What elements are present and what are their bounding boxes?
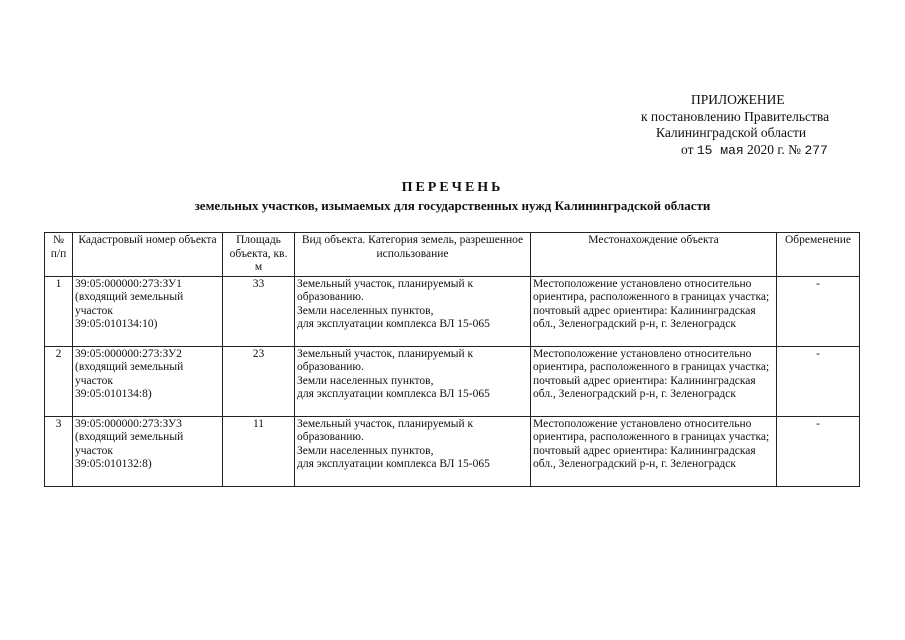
cell-cadastral [73, 346, 223, 416]
table-header-row [45, 233, 860, 277]
appendix-resolution-line: к постановлению Правительства [641, 108, 830, 124]
cadastral-note: (входящий земельный участок [75, 431, 184, 457]
header-cadastral: Кадастровый номер объекта [73, 233, 223, 277]
date-year: 2020 г. № [747, 141, 802, 157]
cadastral-number: 39:05:000000:273:ЗУ2 [75, 347, 182, 360]
table-row [45, 346, 860, 416]
cadastral-parent: 39:05:010132:8) [75, 458, 152, 470]
resolution-number: 277 [804, 142, 828, 158]
cell-encumbrance: - [777, 346, 860, 416]
date-prefix: от [681, 141, 694, 157]
type-line-3: для эксплуатации комплекса ВЛ 15-065 [297, 458, 490, 470]
cell-type [295, 276, 531, 346]
header-area: Площадь объекта, кв. м [223, 233, 295, 277]
header-type: Вид объекта. Категория земель, разрешенное использование [295, 233, 531, 277]
cell-area: 23 [223, 346, 295, 416]
type-line-2: Земли населенных пунктов, [297, 304, 434, 317]
type-line-3: для эксплуатации комплекса ВЛ 15-065 [297, 388, 490, 400]
cell-encumbrance: - [777, 276, 860, 346]
cell-location: Местоположение установлено относительно ориентира, расположенного в границах участка; почтовый адрес ориентира: Калининградская обл., Зеленоградский р-н, г. Зеленоградск [531, 346, 777, 416]
cell-encumbrance: - [777, 416, 860, 486]
cell-type [295, 346, 531, 416]
table-row [45, 276, 860, 346]
cell-location: Местоположение установлено относительно ориентира, расположенного в границах участка; почтовый адрес ориентира: Калининградская обл., Зеленоградский р-н, г. Зеленоградск [531, 416, 777, 486]
type-line-1: Земельный участок, планируемый к образованию. [297, 277, 474, 303]
cell-type [295, 416, 531, 486]
cadastral-number: 39:05:000000:273:ЗУ1 [75, 277, 182, 290]
appendix-date-line [600, 142, 900, 160]
cell-cadastral [73, 276, 223, 346]
table-row [45, 416, 860, 486]
appendix-region-line: Калининградской области [656, 125, 807, 140]
type-line-1: Земельный участок, планируемый к образованию. [297, 347, 474, 373]
land-plots-table [44, 232, 860, 487]
type-line-1: Земельный участок, планируемый к образованию. [297, 417, 474, 443]
type-line-3: для эксплуатации комплекса ВЛ 15-065 [297, 318, 490, 330]
cell-area: 33 [223, 276, 295, 346]
header-location: Местонахождение объекта [531, 233, 777, 277]
appendix-label: ПРИЛОЖЕНИЕ [691, 92, 785, 107]
document-subtitle: земельных участков, изымаемых для государственных нужд Калининградской области [194, 198, 711, 213]
cadastral-note: (входящий земельный участок [75, 291, 184, 317]
cell-area: 11 [223, 416, 295, 486]
document-title: ПЕРЕЧЕНЬ [401, 180, 504, 195]
appendix-header [600, 92, 900, 159]
type-line-2: Земли населенных пунктов, [297, 374, 434, 387]
cell-location: Местоположение установлено относительно ориентира, расположенного в границах участка; почтовый адрес ориентира: Калининградская обл., Зеленоградский р-н, г. Зеленоградск [531, 276, 777, 346]
cadastral-parent: 39:05:010134:10) [75, 318, 158, 330]
date-day-month: 15 мая [696, 142, 744, 158]
cadastral-parent: 39:05:010134:8) [75, 388, 152, 400]
cell-num: 3 [45, 416, 73, 486]
type-line-2: Земли населенных пунктов, [297, 444, 434, 457]
cell-num: 2 [45, 346, 73, 416]
cell-num: 1 [45, 276, 73, 346]
cadastral-note: (входящий земельный участок [75, 361, 184, 387]
cell-cadastral [73, 416, 223, 486]
header-num: № п/п [45, 233, 73, 277]
cadastral-number: 39:05:000000:273:ЗУ3 [75, 417, 182, 430]
header-encumbrance: Обременение [777, 233, 860, 277]
